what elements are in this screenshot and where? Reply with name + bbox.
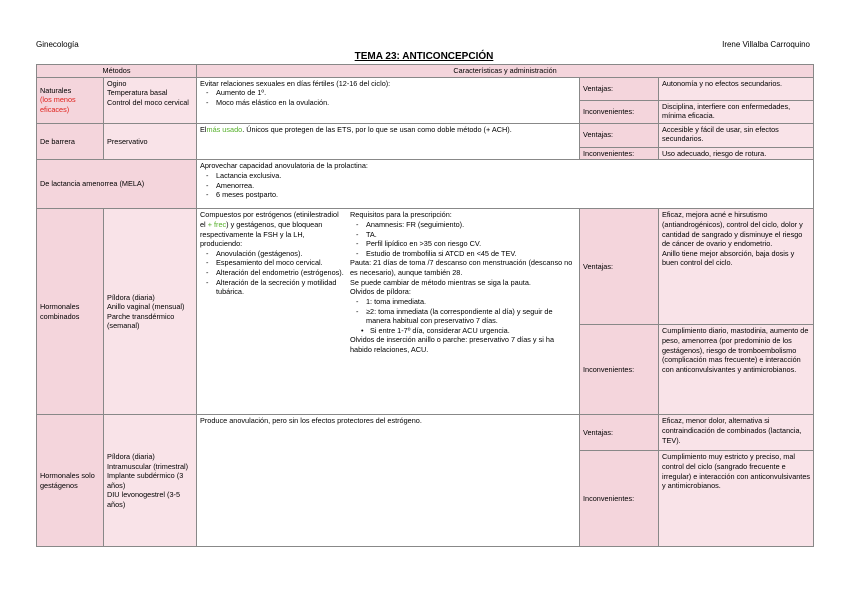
- desc-combinados: [197, 209, 580, 415]
- combinados-prescription: Requisitos para la prescripción: - Anamnesis: FR (seguimiento). - TA. - Perfil lipídico en >35 con riesgo CV. - Estudio de trombofilia si ATCD en <45 de TEV. Pauta: 21 días de toma /7 descanso con menstruación (descanso no es necesario), aunque también 28. Se puede cambiar de método mientras se siga la pauta. Olvidos de píldora: - 1: toma inmediata. - ≥2: toma inmediata (la correspondiente al día) y seguir de manera habitual con preservativo 7 días. • Si entre 1-7º día, considerar ACU urgencia. Olvidos de inserción anillo o parche: preservativo 7 días y si ha habido relaciones, ACU.: [350, 210, 576, 354]
- method-barrera: Preservativo: [104, 123, 197, 160]
- desc-naturales: Evitar relaciones sexuales en días fértiles (12-16 del ciclo): - Aumento de 1º. - Moco más elástico en la ovulación.: [197, 77, 580, 123]
- header-methods: Métodos: [37, 65, 197, 78]
- label-inconvenientes: Inconvenientes:: [580, 147, 659, 160]
- label-inconvenientes: Inconvenientes:: [580, 100, 659, 123]
- category-lactancia: De lactancia amenorrea (MELA): [37, 160, 197, 209]
- label-ventajas: Ventajas:: [580, 123, 659, 147]
- contraception-table: [36, 64, 814, 547]
- label-inconvenientes: Inconvenientes:: [580, 451, 659, 547]
- desc-barrera: Elmás usado. Únicos que protegen de las ETS, por lo que se usan como doble método (+ ACH).: [197, 123, 580, 160]
- author-header: Irene Villalba Carroquino: [722, 40, 810, 49]
- barrera-ventajas: Accesible y fácil de usar, sin efectos secundarios.: [659, 123, 814, 147]
- label-ventajas: Ventajas:: [580, 77, 659, 100]
- barrera-inconvenientes: Uso adecuado, riesgo de rotura.: [659, 147, 814, 160]
- gestagenos-inconvenientes: Cumplimiento muy estricto y preciso, mal control del ciclo (sangrado frecuente e irregular) e interacción con anticonvulsivantes y antimicrobianos.: [659, 451, 814, 547]
- gestagenos-ventajas: Eficaz, menor dolor, alternativa si contraindicación de combinados (lactancia, TEV).: [659, 415, 814, 451]
- page-title: TEMA 23: ANTICONCEPCIÓN: [354, 51, 494, 62]
- category-combinados: Hormonales combinados: [37, 209, 104, 415]
- combinados-inconvenientes: Cumplimiento diario, mastodinia, aumento de peso, amenorrea (por predominio de los gestágenos), riesgo de tromboembolismo (complicación mas frecuente) e interacción con anticonvulsivantes y antimicrobianos.: [659, 325, 814, 415]
- subject-header: Ginecología: [36, 40, 79, 49]
- naturales-inconvenientes: Disciplina, interfiere con enfermedades, mínima eficacia.: [659, 100, 814, 123]
- desc-gestagenos: Produce anovulación, pero sin los efectos protectores del estrógeno.: [197, 415, 580, 547]
- category-barrera: De barrera: [37, 123, 104, 160]
- category-naturales: Naturales (los menos eficaces): [37, 77, 104, 123]
- methods-gestagenos: Píldora (diaria) Intramuscular (trimestral) Implante subdérmico (3 años) DIU levonogestrel (3-5 años): [104, 415, 197, 547]
- label-ventajas: Ventajas:: [580, 415, 659, 451]
- label-inconvenientes: Inconvenientes:: [580, 325, 659, 415]
- header-characteristics: Características y administración: [197, 65, 814, 78]
- methods-combinados: Píldora (diaria) Anillo vaginal (mensual) Parche transdérmico (semanal): [104, 209, 197, 415]
- combinados-ventajas: Eficaz, mejora acné e hirsutismo (antiandrogénicos), control del ciclo, dolor y cantidad de sangrado y disminuye el riesgo de cáncer de ovario y endometrio. Anillo tiene mejor absorción, baja dosis y buen control del ciclo.: [659, 209, 814, 325]
- combinados-mechanism: Compuestos por estrógenos (etinilestradiol el + frec) y gestágenos, que bloquean respectivamente la FSH y la LH, produciendo: - Anovulación (gestágenos). - Espesamiento del moco cervical. - Alteración del endometrio (estrógenos). - Alteración de la secreción y motilidad tubárica.: [200, 210, 350, 354]
- label-ventajas: Ventajas:: [580, 209, 659, 325]
- category-note: (los menos eficaces): [40, 95, 76, 114]
- naturales-ventajas: Autonomía y no efectos secundarios.: [659, 77, 814, 100]
- desc-lactancia: Aprovechar capacidad anovulatoria de la prolactina: - Lactancia exclusiva. - Amenorrea. - 6 meses postparto.: [197, 160, 814, 209]
- methods-naturales: Ogino Temperatura basal Control del moco cervical: [104, 77, 197, 123]
- category-gestagenos: Hormonales solo gestágenos: [37, 415, 104, 547]
